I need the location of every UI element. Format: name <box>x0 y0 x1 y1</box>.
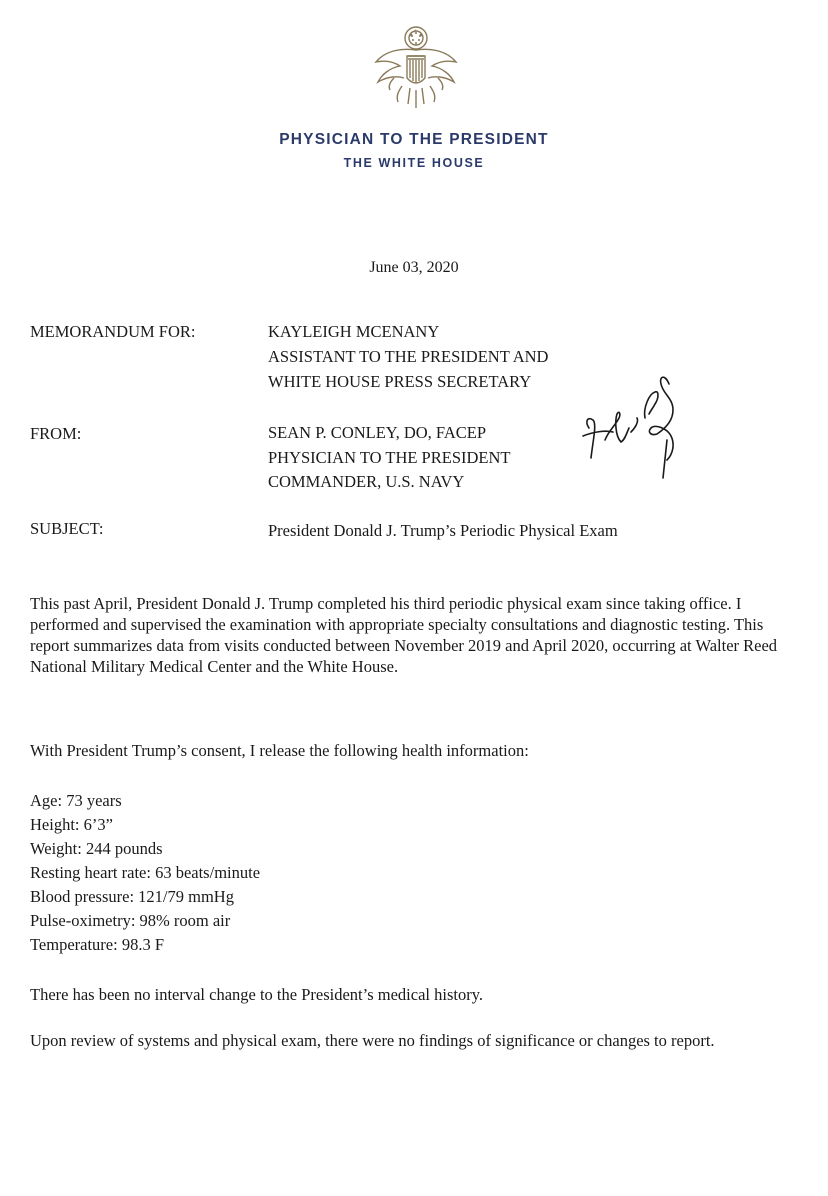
letterhead-building: THE WHITE HOUSE <box>343 156 485 170</box>
memo-for-label: MEMORANDUM FOR: <box>30 322 196 341</box>
memo-date: June 03, 2020 <box>369 259 459 276</box>
consent-paragraph: With President Trump’s consent, I release the following health information: <box>30 741 529 760</box>
vital-age: Age: 73 years <box>30 791 122 810</box>
vital-weight: Weight: 244 pounds <box>30 839 163 858</box>
vital-temperature: Temperature: 98.3 F <box>30 935 165 954</box>
vital-heart-rate: Resting heart rate: 63 beats/minute <box>30 863 261 882</box>
memo-for-line: ASSISTANT TO THE PRESIDENT AND <box>268 347 549 366</box>
memo-from-line: SEAN P. CONLEY, DO, FACEP <box>268 423 487 442</box>
intro-paragraph: This past April, President Donald J. Trump completed his third periodic physical exam since taking office. I performed and supervised the examination with appropriate specialty consultations and diagnostic testing. This report summarizes data from visits conducted between November 2019 and April 2020, occurring at Walter Reed National Military Medical Center and the White House. <box>30 594 778 676</box>
memo-from-label: FROM: <box>30 424 82 443</box>
review-paragraph: Upon review of systems and physical exam, there were no findings of significance or changes to report. <box>30 1031 715 1050</box>
vital-pulse-oximetry: Pulse-oximetry: 98% room air <box>30 911 231 930</box>
vitals-list <box>30 789 260 957</box>
signature-mark <box>575 370 695 488</box>
memo-from-line: PHYSICIAN TO THE PRESIDENT <box>268 448 511 467</box>
presidential-seal-icon <box>372 20 460 112</box>
history-paragraph: There has been no interval change to the President’s medical history. <box>30 985 483 1004</box>
vital-blood-pressure: Blood pressure: 121/79 mmHg <box>30 887 234 906</box>
memo-from-line: COMMANDER, U.S. NAVY <box>268 472 465 491</box>
memo-subject: President Donald J. Trump’s Periodic Physical Exam <box>268 521 618 540</box>
letterhead-office: PHYSICIAN TO THE PRESIDENT <box>279 131 549 148</box>
memo-for-line: KAYLEIGH MCENANY <box>268 322 440 341</box>
vital-height: Height: 6’3” <box>30 815 113 834</box>
memo-subject-label: SUBJECT: <box>30 519 104 538</box>
memo-for-line: WHITE HOUSE PRESS SECRETARY <box>268 372 532 391</box>
